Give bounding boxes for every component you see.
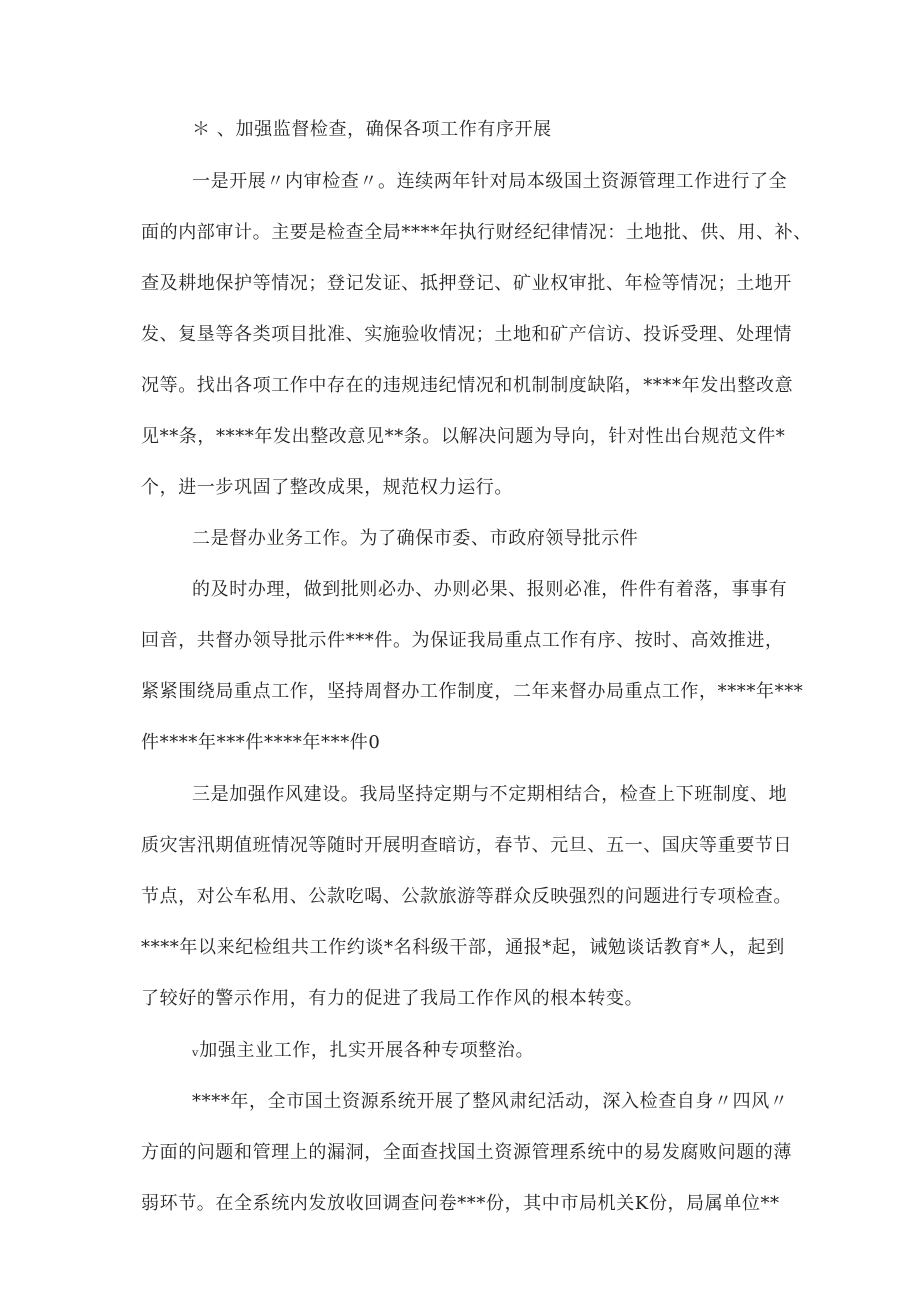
paragraph-line: ****年以来纪检组共工作约谈*名科级干部，通报*起，诫勉谈话教育*人，起到 xyxy=(141,937,785,958)
paragraph-line: 个，进一步巩固了整改成果，规范权力运行。 xyxy=(141,477,513,498)
paragraph-line: 紧紧围绕局重点工作，坚持周督办工作制度，二年来督办局重点工作，****年*** xyxy=(141,681,804,702)
paragraph-line: 件****年***件****年***件0 xyxy=(141,732,381,753)
paragraph-line: ****年，全市国土资源系统开展了整风肃纪活动，深入检查自身〃四风〃 xyxy=(192,1091,789,1112)
paragraph-line: 质灾害汛期值班情况等随时开展明查暗访，春节、元旦、五一、国庆等重要节日 xyxy=(141,835,792,856)
paragraph-line: 况等。找出各项工作中存在的违规违纪情况和机制制度缺陷，****年发出整改意 xyxy=(141,375,794,396)
paragraph-line: 了较好的警示作用，有力的促进了我局工作作风的根本转变。 xyxy=(141,988,644,1009)
section-heading-supervision: ＊ 、加强监督检查，确保各项工作有序开展 xyxy=(192,119,552,140)
paragraph-line: 面的内部审计。主要是检查全局****年执行财经纪律情况：土地批、供、用、补、 xyxy=(141,222,812,243)
paragraph-line: 方面的问题和管理上的漏洞，全面查找国土资源管理系统中的易发腐败问题的薄 xyxy=(141,1142,792,1163)
paragraph-line: 三是加强作风建设。我局坚持定期与不定期相结合，检查上下班制度、地 xyxy=(192,784,788,805)
paragraph-line: 一是开展〃内审检查〃。连续两年针对局本级国土资源管理工作进行了全 xyxy=(192,171,788,192)
paragraph-line: 二是督办业务工作。为了确保市委、市政府领导批示件 xyxy=(192,528,639,549)
paragraph-line: 的及时办理，做到批则必办、办则必果、报则必准，件件有着落，事事有 xyxy=(192,579,788,600)
paragraph-line: 见**条，****年发出整改意见**条。以解决问题为导向，针对性出台规范文件* xyxy=(141,426,786,447)
paragraph-line: 查及耕地保护等情况；登记发证、抵押登记、矿业权审批、年检等情况；土地开 xyxy=(141,273,792,294)
paragraph-line: 节点，对公车私用、公款吃喝、公款旅游等群众反映强烈的问题进行专项检查。 xyxy=(141,886,792,907)
paragraph-line: 弱环节。在全系统内发放收回调查问卷***份，其中市局机关K份，局属单位** xyxy=(141,1193,780,1214)
paragraph-line: 发、复垦等各类项目批准、实施验收情况；土地和矿产信访、投诉受理、处理情 xyxy=(141,324,792,345)
section-heading-main-work: ᵥ加强主业工作，扎实开展各种专项整治。 xyxy=(192,1040,535,1061)
paragraph-line: 回音，共督办领导批示件***件。为保证我局重点工作有序、按时、高效推进， xyxy=(141,630,784,651)
